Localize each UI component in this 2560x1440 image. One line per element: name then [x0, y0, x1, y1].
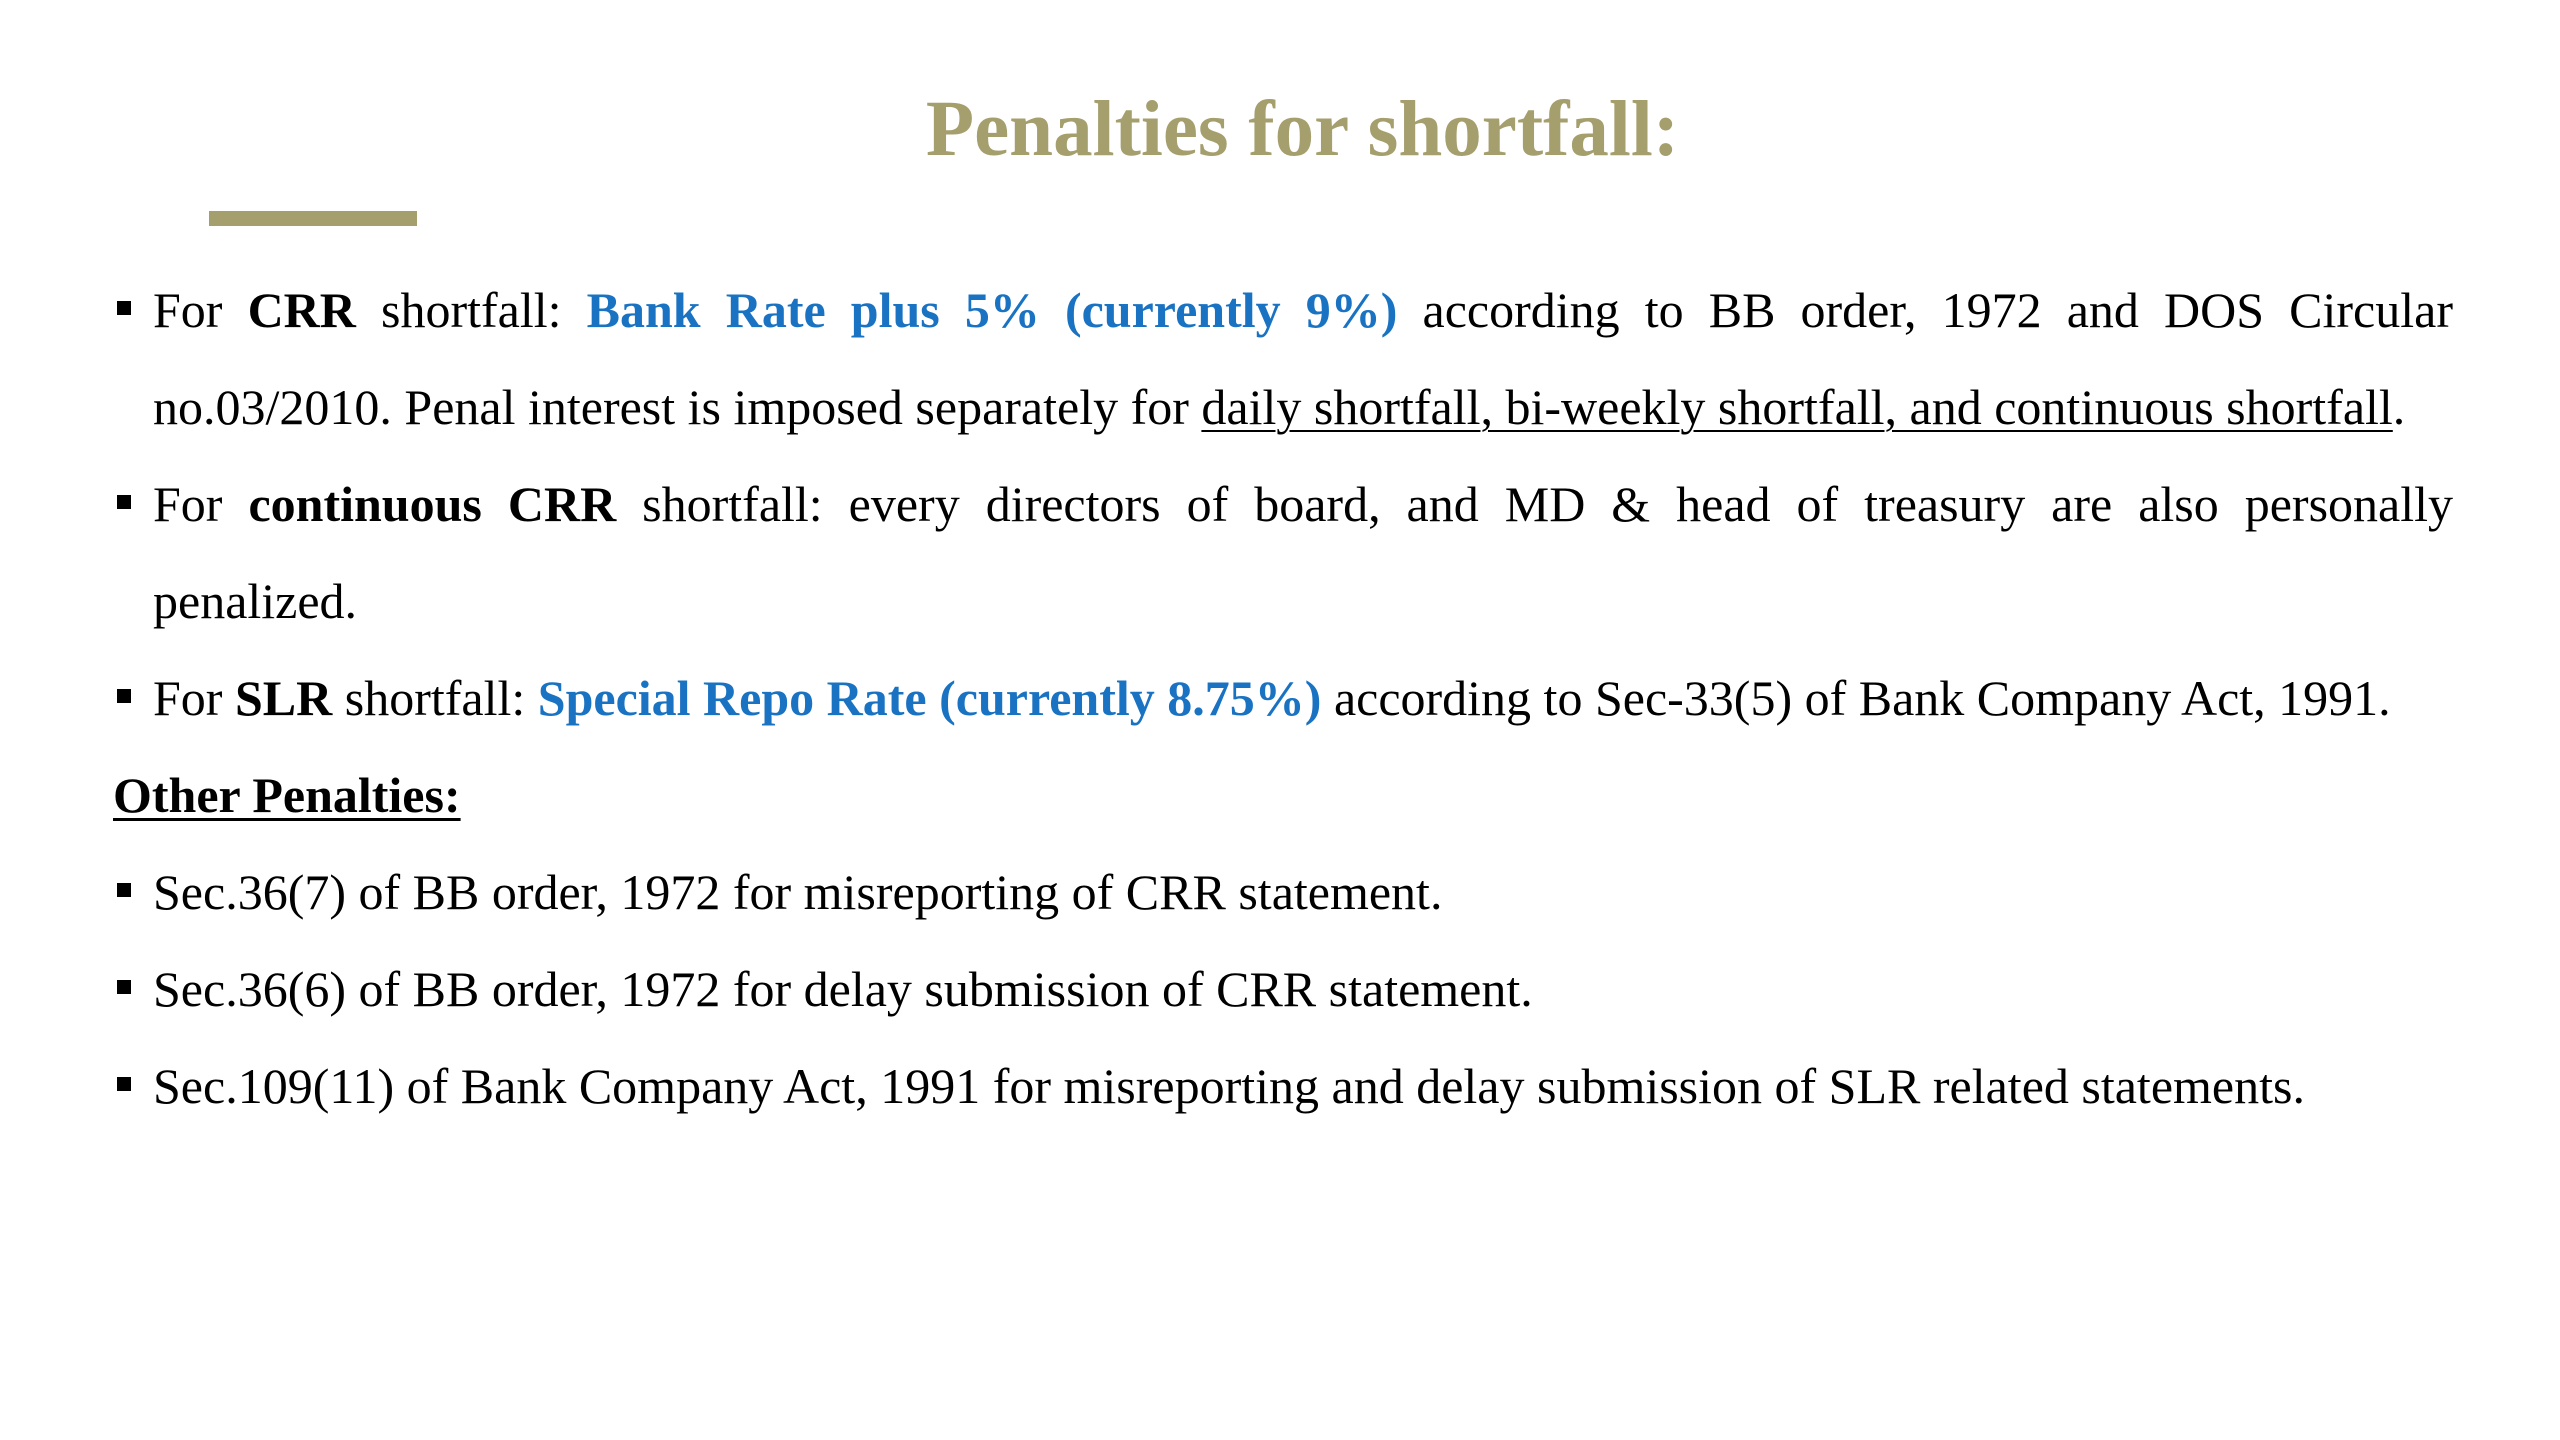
other-penalty-item: [113, 1038, 2453, 1135]
other-penalty-item: [113, 844, 2453, 941]
bullet-text: according to BB order, 1972 and DOS Circular no.03/2010. Penal interest is imposed separately for: [153, 282, 2453, 435]
bullet-continuous-crr: [113, 456, 2453, 650]
bullet-term: continuous CRR: [248, 476, 617, 532]
bullet-crr-shortfall: [113, 262, 2453, 456]
bullet-text: shortfall: every directors of board, and MD & head of treasury are also personally penalized.: [153, 476, 2454, 629]
bullet-text: shortfall:: [332, 670, 538, 726]
slide-title: Penalties for shortfall:: [925, 86, 1680, 173]
square-bullet-icon: [117, 883, 131, 897]
bullet-suffix: .: [2392, 379, 2406, 435]
square-bullet-icon: [117, 495, 131, 509]
highlighted-rate: Bank Rate plus 5% (currently 9%): [586, 282, 1398, 338]
square-bullet-icon: [117, 980, 131, 994]
other-penalties-heading: Other Penalties:: [113, 767, 461, 823]
underlined-text: daily shortfall, bi-weekly shortfall, and continuous shortfall: [1201, 379, 2393, 435]
bullet-term: SLR: [234, 670, 333, 726]
square-bullet-icon: [117, 301, 131, 315]
other-penalty-text: Sec.36(6) of BB order, 1972 for delay submission of CRR statement.: [153, 961, 1533, 1017]
title-accent-bar: [209, 211, 417, 226]
other-penalty-text: Sec.36(7) of BB order, 1972 for misreporting of CRR statement.: [153, 864, 1443, 920]
bullet-prefix: For: [153, 282, 248, 338]
bullet-text: shortfall:: [355, 282, 587, 338]
other-penalty-text: Sec.109(11) of Bank Company Act, 1991 for misreporting and delay submission of SLR related statements.: [153, 1058, 2305, 1114]
bullet-term: CRR: [247, 282, 356, 338]
bullet-text: according to Sec-33(5) of Bank Company Act, 1991.: [1321, 670, 2391, 726]
other-penalties-heading-row: [113, 747, 2453, 844]
slide-content: [113, 262, 2453, 1135]
bullet-prefix: For: [153, 476, 249, 532]
bullet-slr-shortfall: [113, 650, 2453, 747]
highlighted-rate: Special Repo Rate (currently 8.75%): [537, 670, 1322, 726]
square-bullet-icon: [117, 1077, 131, 1091]
square-bullet-icon: [117, 689, 131, 703]
other-penalty-item: [113, 941, 2453, 1038]
bullet-prefix: For: [153, 670, 235, 726]
